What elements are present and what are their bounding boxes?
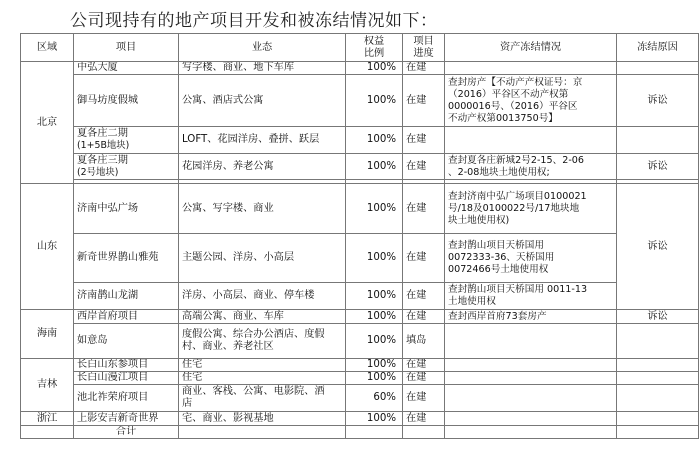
header-progress <box>403 34 445 62</box>
table-row <box>21 324 699 359</box>
progress-cell: 在建 <box>403 372 445 385</box>
equity-cell: 100% <box>346 310 403 324</box>
freeze-cell <box>445 62 617 75</box>
progress-cell: 在建 <box>403 283 445 310</box>
header-project: 项目 <box>74 34 179 62</box>
region-cell: 吉林 <box>21 359 74 412</box>
equity-cell: 100% <box>346 62 403 75</box>
equity-cell: 100% <box>346 372 403 385</box>
freeze-line: 不动产权第0013750号】 <box>448 112 558 124</box>
freeze-cell <box>445 372 617 385</box>
freeze-line: 、2-08地块土地使用权; <box>448 166 550 178</box>
page-title: 公司现持有的地产项目开发和被冻结情况如下： <box>70 11 438 31</box>
format-cell: 洋房、小高层、商业、停车楼 <box>179 283 346 310</box>
format-cell: 宅、商业、影视基地 <box>179 412 346 426</box>
progress-cell: 在建 <box>403 234 445 283</box>
freeze-line: 查封房产【不动产产权证号：京 <box>448 76 583 88</box>
table-row <box>21 154 699 180</box>
format-cell: LOFT、花园洋房、叠拼、跃层 <box>179 127 346 154</box>
equity-cell: 100% <box>346 184 403 234</box>
table-row <box>21 372 699 385</box>
table-row <box>21 184 699 234</box>
progress-cell: 在建 <box>403 412 445 426</box>
equity-cell: 100% <box>346 127 403 154</box>
format-cell: 公寓、酒店式公寓 <box>179 75 346 127</box>
format-cell: 主题公园、洋房、小高层 <box>179 234 346 283</box>
table-row <box>21 412 699 426</box>
freeze-line: 查封夏各庄新城2号2-15、2-06 <box>448 154 584 166</box>
freeze-line: 查封鹊山项目天桥国用 0011-13 <box>448 284 588 295</box>
freeze-cell <box>445 234 617 283</box>
header-row <box>21 34 699 62</box>
table-row <box>21 359 699 372</box>
format-cell: 花园洋房、养老公寓 <box>179 154 346 180</box>
project-cell <box>74 127 179 154</box>
region-cell: 北京 <box>21 62 74 184</box>
freeze-cell <box>445 154 617 180</box>
format-cell <box>179 324 346 359</box>
region-cell: 海南 <box>21 310 74 359</box>
freeze-cell <box>445 75 617 127</box>
project-cell: 御马坊度假城 <box>74 75 179 127</box>
progress-cell: 在建 <box>403 310 445 324</box>
project-name: 夏各庄二期 <box>77 128 128 139</box>
equity-cell: 100% <box>346 75 403 127</box>
project-cell: 上影安吉新奇世界 <box>74 412 179 426</box>
format-cell: 住宅 <box>179 359 346 372</box>
format-cell <box>179 385 346 412</box>
progress-cell: 在建 <box>403 75 445 127</box>
total-row <box>21 426 699 439</box>
freeze-cell <box>445 283 617 310</box>
project-cell <box>74 154 179 180</box>
freeze-cell <box>445 385 617 412</box>
header-format: 业态 <box>179 34 346 62</box>
table-row <box>21 310 699 324</box>
project-name: 夏各庄三期 <box>77 154 128 166</box>
table-row <box>21 385 699 412</box>
format-line: 店 <box>182 398 193 409</box>
reason-cell <box>617 372 699 385</box>
reason-cell <box>617 385 699 412</box>
equity-cell: 60% <box>346 385 403 412</box>
header-progress-top: 项目 <box>413 35 434 47</box>
freeze-line: 号/18及0100022号/17地块地 <box>448 202 580 214</box>
freeze-cell: 查封西岸首府73套房产 <box>445 310 617 324</box>
progress-cell: 在建 <box>403 184 445 234</box>
format-line: 村、商业、养老社区 <box>182 341 274 352</box>
format-cell: 高端公寓、商业、车库 <box>179 310 346 324</box>
total-label: 合计 <box>74 426 179 439</box>
region-cell: 浙江 <box>21 412 74 426</box>
format-cell: 住宅 <box>179 372 346 385</box>
format-cell: 公寓、写字楼、商业 <box>179 184 346 234</box>
header-region: 区域 <box>21 34 74 62</box>
freeze-cell <box>445 412 617 426</box>
header-reason: 冻结原因 <box>617 34 699 62</box>
equity-cell: 100% <box>346 234 403 283</box>
region-cell: 山东 <box>21 184 74 310</box>
table-row <box>21 234 699 283</box>
table-row <box>21 127 699 154</box>
header-equity-bottom: 比例 <box>363 47 385 59</box>
table-row <box>21 283 699 310</box>
equity-cell: 100% <box>346 359 403 372</box>
progress-cell: 在建 <box>403 385 445 412</box>
equity-cell: 100% <box>346 154 403 180</box>
reason-cell: 诉讼 <box>617 310 699 324</box>
header-equity <box>346 34 403 62</box>
progress-cell: 在建 <box>403 62 445 75</box>
progress-cell: 在建 <box>403 127 445 154</box>
table-row <box>21 75 699 127</box>
format-line: 商业、客栈、公寓、电影院、酒 <box>182 386 325 397</box>
reason-cell: 诉讼 <box>617 154 699 180</box>
freeze-line: 0072466号土地使用权 <box>448 264 549 275</box>
reason-cell <box>617 62 699 75</box>
table-row <box>21 62 699 75</box>
freeze-line: 0072333-36、天桥国用 <box>448 252 555 263</box>
progress-cell: 在建 <box>403 359 445 372</box>
reason-cell: 诉讼 <box>617 184 699 310</box>
project-cell: 济南中弘广场 <box>74 184 179 234</box>
project-cell: 新奇世界鹊山雅苑 <box>74 234 179 283</box>
project-sub: (2号地块) <box>77 166 119 178</box>
freeze-line: （2016）平谷区不动产权第 <box>448 88 569 100</box>
project-sub: (1+5B地块) <box>77 140 130 151</box>
freeze-cell <box>445 359 617 372</box>
reason-cell <box>617 412 699 426</box>
project-cell: 池北祚荣府项目 <box>74 385 179 412</box>
reason-cell <box>617 359 699 372</box>
freeze-cell <box>445 184 617 234</box>
project-table <box>20 33 699 439</box>
format-cell: 写字楼、商业、地下车库 <box>179 62 346 75</box>
freeze-line: 查封鹊山项目天桥国用 <box>448 240 544 251</box>
freeze-line: 0000016号、（2016）平谷区 <box>448 100 578 112</box>
freeze-cell <box>445 324 617 359</box>
reason-cell: 诉讼 <box>617 75 699 127</box>
project-cell: 长白山东参项目 <box>74 359 179 372</box>
freeze-line: 查封济南中弘广场项目0100021 <box>448 190 587 202</box>
freeze-line: 块土地使用权) <box>448 214 510 226</box>
header-freeze: 资产冻结情况 <box>445 34 617 62</box>
progress-cell: 在建 <box>403 154 445 180</box>
format-line: 度假公寓、综合办公酒店、度假 <box>182 329 325 340</box>
header-equity-top: 权益 <box>363 35 385 47</box>
project-cell: 长白山漫江项目 <box>74 372 179 385</box>
project-cell: 济南鹊山龙湖 <box>74 283 179 310</box>
freeze-cell <box>445 127 617 154</box>
equity-cell: 100% <box>346 283 403 310</box>
equity-cell: 100% <box>346 412 403 426</box>
reason-cell <box>617 324 699 359</box>
project-cell: 如意岛 <box>74 324 179 359</box>
project-cell: 西岸首府项目 <box>74 310 179 324</box>
freeze-line: 土地使用权 <box>448 296 496 307</box>
progress-cell: 填岛 <box>403 324 445 359</box>
reason-cell <box>617 127 699 154</box>
equity-cell: 100% <box>346 324 403 359</box>
project-cell: 中弘大厦 <box>74 62 179 75</box>
header-progress-bottom: 进度 <box>413 47 434 59</box>
